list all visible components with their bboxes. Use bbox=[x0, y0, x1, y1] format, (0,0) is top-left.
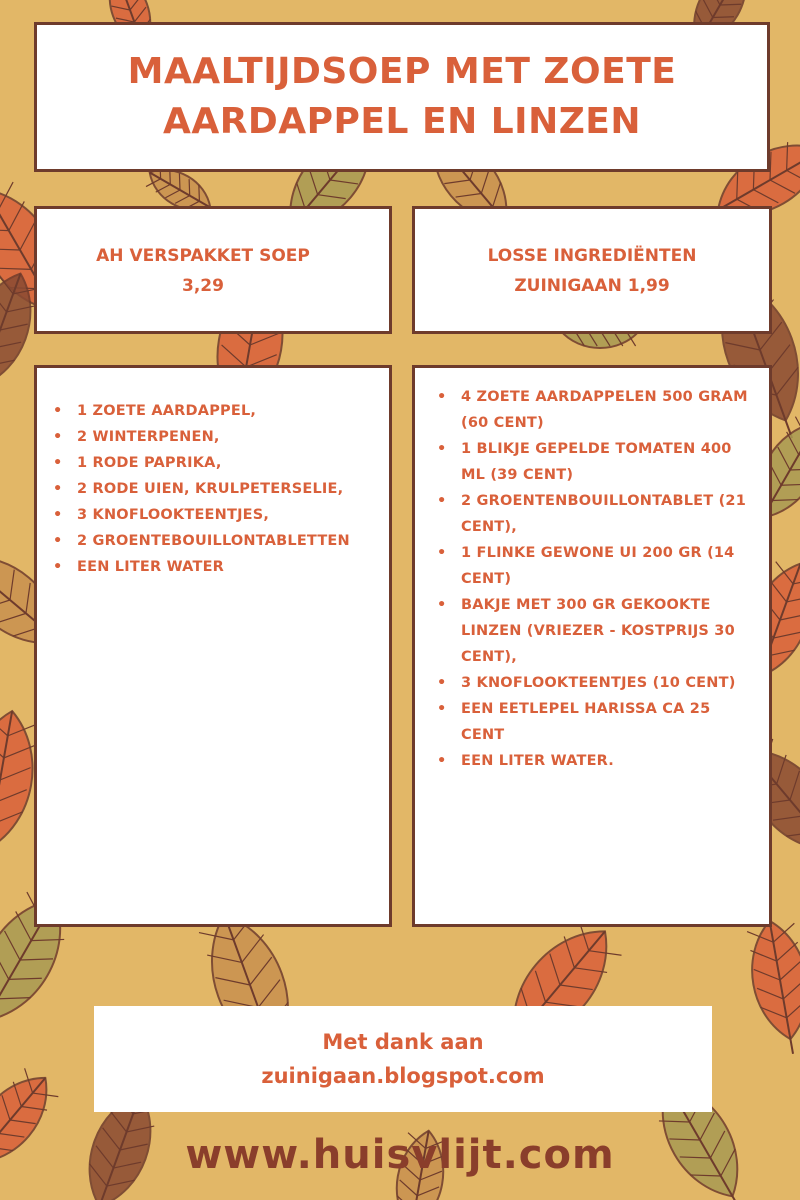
right-heading-price: ZUINIGAAN 1,99 bbox=[514, 276, 670, 296]
list-item: • 1 BLIKJE GEPELDE TOMATEN 400 ML (39 CENT) bbox=[461, 436, 751, 488]
credits-link[interactable]: zuinigaan.blogspot.com bbox=[261, 1064, 545, 1088]
list-item: • 1 ZOETE AARDAPPEL, bbox=[77, 398, 381, 424]
list-item: • 3 KNOFLOOKTEENTJES, bbox=[77, 502, 381, 528]
list-item: • 1 RODE PAPRIKA, bbox=[77, 450, 381, 476]
list-item: • EEN EETLEPEL HARISSA CA 25 CENT bbox=[461, 696, 751, 748]
page-title-line-2: AARDAPPEL EN LINZEN bbox=[162, 101, 642, 142]
list-item: • 2 GROENTEBOUILLONTABLETTEN bbox=[77, 528, 381, 554]
list-item: • 1 FLINKE GEWONE UI 200 GR (14 CENT) bbox=[461, 540, 751, 592]
right-ingredients-box bbox=[412, 365, 772, 927]
left-heading-box bbox=[34, 206, 392, 334]
right-heading-box bbox=[412, 206, 772, 334]
credits-box bbox=[94, 1006, 712, 1112]
right-heading-line-1: LOSSE INGREDIËNTEN bbox=[487, 246, 697, 266]
title-box bbox=[34, 22, 770, 172]
left-heading bbox=[37, 209, 389, 301]
list-item: • 2 RODE UIEN, KRULPETERSELIE, bbox=[77, 476, 381, 502]
list-item: • EEN LITER WATER. bbox=[461, 748, 751, 774]
leaf-decoration bbox=[743, 916, 800, 1058]
left-heading-line-1: AH VERSPAKKET SOEP bbox=[96, 246, 310, 266]
credits-line: Met dank aan bbox=[322, 1030, 484, 1054]
left-heading-price: 3,29 bbox=[182, 276, 224, 296]
site-watermark: www.huisvlijt.com bbox=[185, 1132, 615, 1178]
list-item: • BAKJE MET 300 GR GEKOOKTE LINZEN (VRIEZER - KOSTPRIJS 30 CENT), bbox=[461, 592, 751, 670]
left-ingredients-box bbox=[34, 365, 392, 927]
list-item: • 3 KNOFLOOKTEENTJES (10 CENT) bbox=[461, 670, 751, 696]
right-heading bbox=[415, 209, 769, 301]
list-item: • 4 ZOETE AARDAPPELEN 500 GRAM (60 CENT) bbox=[461, 384, 751, 436]
list-item: • EEN LITER WATER bbox=[77, 554, 381, 580]
list-item: • 2 GROENTENBOUILLONTABLET (21 CENT), bbox=[461, 488, 751, 540]
left-ingredient-list bbox=[77, 398, 381, 580]
right-ingredient-list bbox=[461, 384, 751, 774]
page-title-line-1: MAALTIJDSOEP MET ZOETE bbox=[127, 51, 677, 92]
list-item: • 2 WINTERPENEN, bbox=[77, 424, 381, 450]
